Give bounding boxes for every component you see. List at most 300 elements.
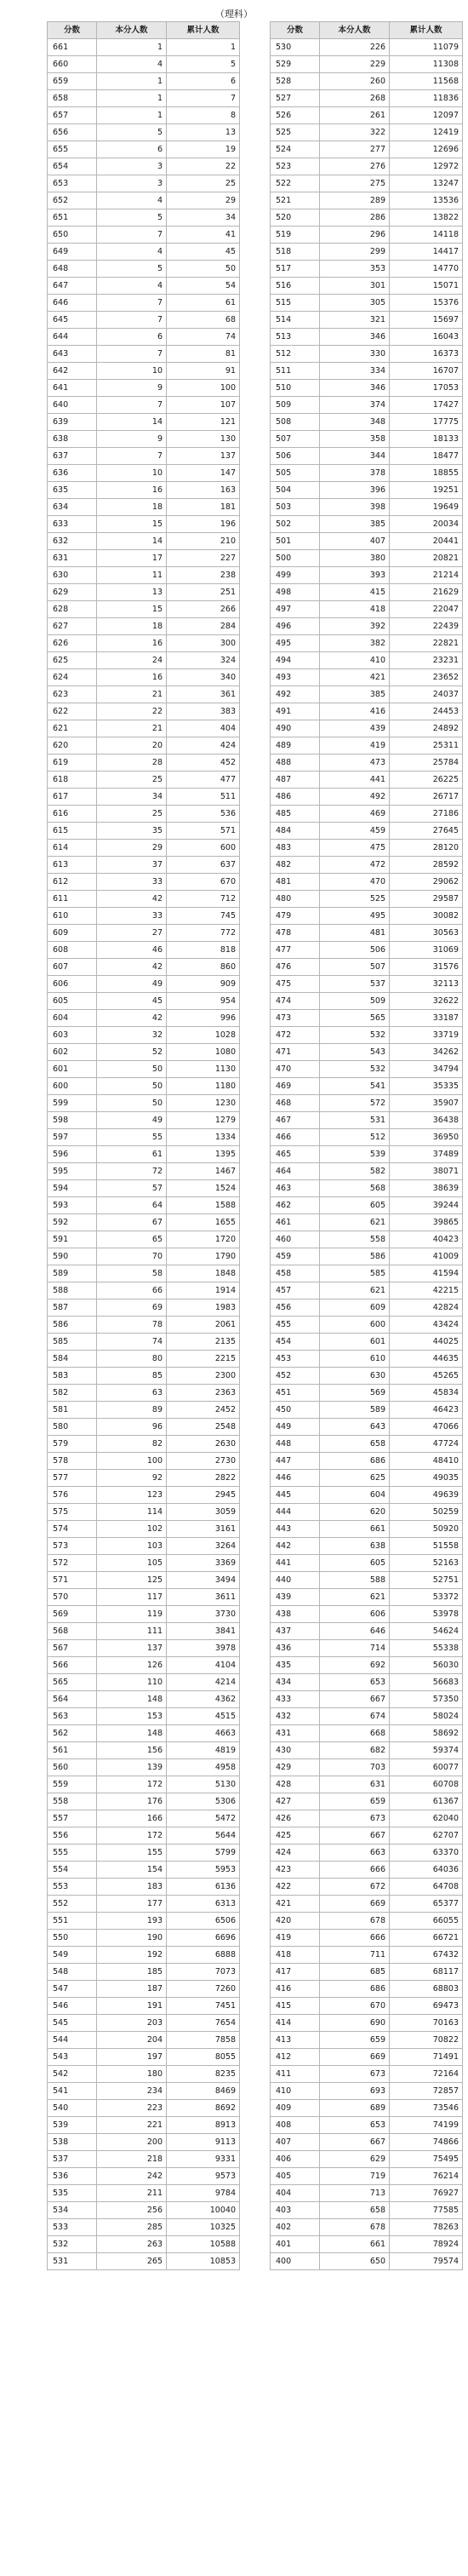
score-cell: 613 bbox=[48, 857, 97, 874]
score-cell: 530 bbox=[271, 39, 320, 56]
score-cell: 627 bbox=[48, 618, 97, 635]
score-cell: 589 bbox=[48, 1265, 97, 1282]
score-cell: 643 bbox=[48, 346, 97, 363]
count-cell: 10 bbox=[97, 465, 167, 482]
table-row bbox=[48, 1299, 240, 1317]
cumulative-cell: 3494 bbox=[167, 1572, 240, 1589]
score-cell: 409 bbox=[271, 2100, 320, 2117]
count-cell: 20 bbox=[97, 737, 167, 754]
cumulative-cell: 68117 bbox=[390, 1964, 463, 1981]
table-row bbox=[271, 1368, 463, 1385]
count-cell: 667 bbox=[320, 1691, 390, 1708]
table-row bbox=[271, 141, 463, 158]
score-cell: 406 bbox=[271, 2151, 320, 2168]
cumulative-cell: 324 bbox=[167, 652, 240, 669]
cumulative-cell: 477 bbox=[167, 772, 240, 789]
count-cell: 348 bbox=[320, 414, 390, 431]
cumulative-cell: 10588 bbox=[167, 2236, 240, 2253]
score-cell: 420 bbox=[271, 1913, 320, 1930]
cumulative-cell: 7654 bbox=[167, 2015, 240, 2032]
count-cell: 16 bbox=[97, 669, 167, 686]
cumulative-cell: 8913 bbox=[167, 2117, 240, 2134]
score-cell: 531 bbox=[48, 2253, 97, 2270]
cumulative-cell: 13536 bbox=[390, 192, 463, 209]
score-cell: 475 bbox=[271, 976, 320, 993]
count-cell: 539 bbox=[320, 1146, 390, 1163]
score-cell: 522 bbox=[271, 175, 320, 192]
score-cell: 594 bbox=[48, 1180, 97, 1197]
count-cell: 16 bbox=[97, 635, 167, 652]
score-cell: 579 bbox=[48, 1436, 97, 1453]
cumulative-cell: 7073 bbox=[167, 1964, 240, 1981]
count-cell: 322 bbox=[320, 124, 390, 141]
score-cell: 402 bbox=[271, 2219, 320, 2236]
table-row bbox=[271, 2134, 463, 2151]
count-cell: 630 bbox=[320, 1368, 390, 1385]
cumulative-cell: 26225 bbox=[390, 772, 463, 789]
table-row bbox=[48, 141, 240, 158]
count-cell: 620 bbox=[320, 1504, 390, 1521]
count-cell: 7 bbox=[97, 227, 167, 244]
cumulative-cell: 536 bbox=[167, 806, 240, 823]
count-cell: 558 bbox=[320, 1231, 390, 1248]
score-cell: 431 bbox=[271, 1725, 320, 1742]
cumulative-cell: 29062 bbox=[390, 874, 463, 891]
score-cell: 455 bbox=[271, 1317, 320, 1334]
score-cell: 633 bbox=[48, 516, 97, 533]
table-row bbox=[48, 823, 240, 840]
score-cell: 602 bbox=[48, 1044, 97, 1061]
cumulative-cell: 15697 bbox=[390, 312, 463, 329]
table-row bbox=[48, 618, 240, 635]
table-row bbox=[271, 1691, 463, 1708]
table-row bbox=[271, 227, 463, 244]
table-row bbox=[271, 278, 463, 295]
table-row bbox=[48, 209, 240, 227]
score-cell: 556 bbox=[48, 1827, 97, 1845]
table-row bbox=[271, 1742, 463, 1759]
count-cell: 321 bbox=[320, 312, 390, 329]
score-cell: 527 bbox=[271, 90, 320, 107]
count-cell: 668 bbox=[320, 1725, 390, 1742]
cumulative-cell: 16373 bbox=[390, 346, 463, 363]
cumulative-cell: 9573 bbox=[167, 2168, 240, 2185]
table-row bbox=[48, 1708, 240, 1725]
count-cell: 28 bbox=[97, 754, 167, 772]
score-cell: 463 bbox=[271, 1180, 320, 1197]
table-row bbox=[271, 1248, 463, 1265]
cumulative-cell: 4819 bbox=[167, 1742, 240, 1759]
cumulative-cell: 54624 bbox=[390, 1623, 463, 1640]
score-table-left bbox=[47, 21, 240, 2270]
cumulative-cell: 4515 bbox=[167, 1708, 240, 1725]
score-cell: 416 bbox=[271, 1981, 320, 1998]
table-row bbox=[48, 1776, 240, 1793]
score-cell: 435 bbox=[271, 1657, 320, 1674]
score-cell: 554 bbox=[48, 1862, 97, 1879]
score-cell: 595 bbox=[48, 1163, 97, 1180]
score-cell: 618 bbox=[48, 772, 97, 789]
score-cell: 598 bbox=[48, 1112, 97, 1129]
count-cell: 29 bbox=[97, 840, 167, 857]
score-cell: 537 bbox=[48, 2151, 97, 2168]
score-cell: 451 bbox=[271, 1385, 320, 1402]
table-row bbox=[271, 618, 463, 635]
cumulative-cell: 40423 bbox=[390, 1231, 463, 1248]
score-cell: 535 bbox=[48, 2185, 97, 2202]
score-cell: 444 bbox=[271, 1504, 320, 1521]
score-cell: 488 bbox=[271, 754, 320, 772]
count-cell: 204 bbox=[97, 2032, 167, 2049]
score-cell: 603 bbox=[48, 1027, 97, 1044]
table-row bbox=[48, 806, 240, 823]
count-cell: 693 bbox=[320, 2083, 390, 2100]
score-cell: 550 bbox=[48, 1930, 97, 1947]
score-cell: 405 bbox=[271, 2168, 320, 2185]
count-cell: 296 bbox=[320, 227, 390, 244]
score-cell: 607 bbox=[48, 959, 97, 976]
score-cell: 456 bbox=[271, 1299, 320, 1317]
score-cell: 450 bbox=[271, 1402, 320, 1419]
count-cell: 305 bbox=[320, 295, 390, 312]
cumulative-cell: 860 bbox=[167, 959, 240, 976]
cumulative-cell: 637 bbox=[167, 857, 240, 874]
score-cell: 529 bbox=[271, 56, 320, 73]
cumulative-cell: 3264 bbox=[167, 1538, 240, 1555]
count-cell: 156 bbox=[97, 1742, 167, 1759]
table-row bbox=[48, 1964, 240, 1981]
table-row bbox=[271, 124, 463, 141]
table-row bbox=[271, 806, 463, 823]
table-row bbox=[48, 2236, 240, 2253]
count-cell: 470 bbox=[320, 874, 390, 891]
count-cell: 419 bbox=[320, 737, 390, 754]
table-row bbox=[271, 1555, 463, 1572]
cumulative-cell: 670 bbox=[167, 874, 240, 891]
cumulative-cell: 13 bbox=[167, 124, 240, 141]
score-cell: 523 bbox=[271, 158, 320, 175]
score-cell: 484 bbox=[271, 823, 320, 840]
cumulative-cell: 3369 bbox=[167, 1555, 240, 1572]
table-row bbox=[271, 2117, 463, 2134]
cumulative-cell: 2135 bbox=[167, 1334, 240, 1351]
table-row bbox=[48, 959, 240, 976]
table-row bbox=[271, 1640, 463, 1657]
header-count: 本分人数 bbox=[97, 22, 167, 39]
table-row bbox=[48, 414, 240, 431]
page-title: （理科） bbox=[215, 9, 253, 20]
table-row bbox=[271, 295, 463, 312]
score-cell: 611 bbox=[48, 891, 97, 908]
count-cell: 172 bbox=[97, 1776, 167, 1793]
count-cell: 604 bbox=[320, 1487, 390, 1504]
count-cell: 661 bbox=[320, 1521, 390, 1538]
table-row bbox=[48, 1436, 240, 1453]
score-cell: 418 bbox=[271, 1947, 320, 1964]
score-cell: 536 bbox=[48, 2168, 97, 2185]
cumulative-cell: 3841 bbox=[167, 1623, 240, 1640]
score-cell: 466 bbox=[271, 1129, 320, 1146]
cumulative-cell: 64036 bbox=[390, 1862, 463, 1879]
cumulative-cell: 600 bbox=[167, 840, 240, 857]
count-cell: 569 bbox=[320, 1385, 390, 1402]
cumulative-cell: 9113 bbox=[167, 2134, 240, 2151]
score-cell: 469 bbox=[271, 1078, 320, 1095]
count-cell: 7 bbox=[97, 397, 167, 414]
count-cell: 678 bbox=[320, 1913, 390, 1930]
count-cell: 669 bbox=[320, 2049, 390, 2066]
cumulative-cell: 340 bbox=[167, 669, 240, 686]
score-cell: 656 bbox=[48, 124, 97, 141]
score-cell: 569 bbox=[48, 1606, 97, 1623]
score-cell: 654 bbox=[48, 158, 97, 175]
table-row bbox=[48, 2202, 240, 2219]
score-cell: 478 bbox=[271, 925, 320, 942]
score-cell: 622 bbox=[48, 703, 97, 720]
cumulative-cell: 62040 bbox=[390, 1810, 463, 1827]
cumulative-cell: 181 bbox=[167, 499, 240, 516]
count-cell: 14 bbox=[97, 414, 167, 431]
count-cell: 221 bbox=[97, 2117, 167, 2134]
cumulative-cell: 28120 bbox=[390, 840, 463, 857]
table-row bbox=[48, 1572, 240, 1589]
count-cell: 100 bbox=[97, 1453, 167, 1470]
table-row bbox=[48, 2083, 240, 2100]
count-cell: 50 bbox=[97, 1061, 167, 1078]
table-row bbox=[271, 1572, 463, 1589]
table-row bbox=[48, 2151, 240, 2168]
table-row bbox=[271, 414, 463, 431]
score-cell: 519 bbox=[271, 227, 320, 244]
count-cell: 439 bbox=[320, 720, 390, 737]
score-cell: 465 bbox=[271, 1146, 320, 1163]
cumulative-cell: 11308 bbox=[390, 56, 463, 73]
table-row bbox=[271, 1589, 463, 1606]
count-cell: 334 bbox=[320, 363, 390, 380]
score-cell: 434 bbox=[271, 1674, 320, 1691]
count-cell: 532 bbox=[320, 1061, 390, 1078]
count-cell: 621 bbox=[320, 1282, 390, 1299]
count-cell: 667 bbox=[320, 1827, 390, 1845]
table-row bbox=[271, 2185, 463, 2202]
table-row bbox=[48, 908, 240, 925]
score-cell: 651 bbox=[48, 209, 97, 227]
count-cell: 172 bbox=[97, 1827, 167, 1845]
count-cell: 114 bbox=[97, 1504, 167, 1521]
cumulative-cell: 22821 bbox=[390, 635, 463, 652]
count-cell: 7 bbox=[97, 448, 167, 465]
cumulative-cell: 74 bbox=[167, 329, 240, 346]
cumulative-cell: 31576 bbox=[390, 959, 463, 976]
count-cell: 346 bbox=[320, 380, 390, 397]
count-cell: 653 bbox=[320, 2117, 390, 2134]
count-cell: 666 bbox=[320, 1862, 390, 1879]
table-row bbox=[48, 669, 240, 686]
count-cell: 11 bbox=[97, 567, 167, 584]
cumulative-cell: 21214 bbox=[390, 567, 463, 584]
count-cell: 229 bbox=[320, 56, 390, 73]
score-cell: 596 bbox=[48, 1146, 97, 1163]
count-cell: 537 bbox=[320, 976, 390, 993]
score-cell: 546 bbox=[48, 1998, 97, 2015]
count-cell: 49 bbox=[97, 976, 167, 993]
score-cell: 516 bbox=[271, 278, 320, 295]
table-row bbox=[48, 789, 240, 806]
cumulative-cell: 3978 bbox=[167, 1640, 240, 1657]
table-row bbox=[48, 1487, 240, 1504]
count-cell: 6 bbox=[97, 329, 167, 346]
score-cell: 623 bbox=[48, 686, 97, 703]
count-cell: 275 bbox=[320, 175, 390, 192]
table-row bbox=[48, 1317, 240, 1334]
count-cell: 481 bbox=[320, 925, 390, 942]
cumulative-cell: 196 bbox=[167, 516, 240, 533]
count-cell: 507 bbox=[320, 959, 390, 976]
score-cell: 587 bbox=[48, 1299, 97, 1317]
score-cell: 588 bbox=[48, 1282, 97, 1299]
cumulative-cell: 39244 bbox=[390, 1197, 463, 1214]
score-cell: 561 bbox=[48, 1742, 97, 1759]
count-cell: 678 bbox=[320, 2219, 390, 2236]
table-row bbox=[271, 73, 463, 90]
count-cell: 72 bbox=[97, 1163, 167, 1180]
table-row bbox=[271, 754, 463, 772]
count-cell: 24 bbox=[97, 652, 167, 669]
count-cell: 353 bbox=[320, 261, 390, 278]
cumulative-cell: 11836 bbox=[390, 90, 463, 107]
table-row bbox=[271, 90, 463, 107]
table-row bbox=[48, 635, 240, 652]
table-row bbox=[48, 1657, 240, 1674]
cumulative-cell: 64708 bbox=[390, 1879, 463, 1896]
table-row bbox=[271, 1862, 463, 1879]
table-row bbox=[271, 1351, 463, 1368]
cumulative-cell: 91 bbox=[167, 363, 240, 380]
count-cell: 380 bbox=[320, 550, 390, 567]
cumulative-cell: 52751 bbox=[390, 1572, 463, 1589]
table-row bbox=[48, 1930, 240, 1947]
cumulative-cell: 1720 bbox=[167, 1231, 240, 1248]
score-cell: 438 bbox=[271, 1606, 320, 1623]
table-row bbox=[48, 1351, 240, 1368]
cumulative-cell: 70822 bbox=[390, 2032, 463, 2049]
table-row bbox=[271, 891, 463, 908]
count-cell: 85 bbox=[97, 1368, 167, 1385]
score-cell: 637 bbox=[48, 448, 97, 465]
count-cell: 385 bbox=[320, 686, 390, 703]
cumulative-cell: 74866 bbox=[390, 2134, 463, 2151]
count-cell: 659 bbox=[320, 2032, 390, 2049]
table-row bbox=[271, 720, 463, 737]
table-row bbox=[48, 1862, 240, 1879]
table-row bbox=[48, 1078, 240, 1095]
count-cell: 692 bbox=[320, 1657, 390, 1674]
table-row bbox=[271, 244, 463, 261]
count-cell: 78 bbox=[97, 1317, 167, 1334]
table-row bbox=[271, 1163, 463, 1180]
table-row bbox=[48, 2032, 240, 2049]
table-row bbox=[271, 550, 463, 567]
cumulative-cell: 72857 bbox=[390, 2083, 463, 2100]
cumulative-cell: 20821 bbox=[390, 550, 463, 567]
table-row bbox=[271, 2253, 463, 2270]
table-row bbox=[271, 874, 463, 891]
count-cell: 601 bbox=[320, 1334, 390, 1351]
cumulative-cell: 3730 bbox=[167, 1606, 240, 1623]
header-cumulative: 累计人数 bbox=[167, 22, 240, 39]
table-row bbox=[271, 789, 463, 806]
count-cell: 672 bbox=[320, 1879, 390, 1896]
cumulative-cell: 76214 bbox=[390, 2168, 463, 2185]
table-row bbox=[271, 669, 463, 686]
table-row bbox=[271, 1402, 463, 1419]
count-cell: 5 bbox=[97, 261, 167, 278]
score-cell: 481 bbox=[271, 874, 320, 891]
cumulative-cell: 66721 bbox=[390, 1930, 463, 1947]
table-row bbox=[271, 448, 463, 465]
count-cell: 301 bbox=[320, 278, 390, 295]
score-cell: 578 bbox=[48, 1453, 97, 1470]
count-cell: 58 bbox=[97, 1265, 167, 1282]
score-cell: 414 bbox=[271, 2015, 320, 2032]
score-cell: 506 bbox=[271, 448, 320, 465]
count-cell: 650 bbox=[320, 2253, 390, 2270]
cumulative-cell: 954 bbox=[167, 993, 240, 1010]
count-cell: 663 bbox=[320, 1845, 390, 1862]
count-cell: 103 bbox=[97, 1538, 167, 1555]
count-cell: 276 bbox=[320, 158, 390, 175]
table-row bbox=[48, 840, 240, 857]
table-row bbox=[271, 2168, 463, 2185]
table-row bbox=[48, 431, 240, 448]
table-row bbox=[48, 925, 240, 942]
table-row bbox=[48, 363, 240, 380]
count-cell: 7 bbox=[97, 312, 167, 329]
table-row bbox=[271, 1010, 463, 1027]
table-row bbox=[271, 39, 463, 56]
table-row bbox=[48, 56, 240, 73]
score-cell: 621 bbox=[48, 720, 97, 737]
cumulative-cell: 48410 bbox=[390, 1453, 463, 1470]
cumulative-cell: 62707 bbox=[390, 1827, 463, 1845]
score-cell: 477 bbox=[271, 942, 320, 959]
cumulative-cell: 34262 bbox=[390, 1044, 463, 1061]
cumulative-cell: 15071 bbox=[390, 278, 463, 295]
table-row bbox=[48, 158, 240, 175]
cumulative-cell: 2730 bbox=[167, 1453, 240, 1470]
count-cell: 661 bbox=[320, 2236, 390, 2253]
score-cell: 497 bbox=[271, 601, 320, 618]
table-row bbox=[48, 1845, 240, 1862]
cumulative-cell: 16707 bbox=[390, 363, 463, 380]
count-cell: 92 bbox=[97, 1470, 167, 1487]
count-cell: 34 bbox=[97, 789, 167, 806]
count-cell: 139 bbox=[97, 1759, 167, 1776]
cumulative-cell: 1180 bbox=[167, 1078, 240, 1095]
cumulative-cell: 266 bbox=[167, 601, 240, 618]
cumulative-cell: 163 bbox=[167, 482, 240, 499]
count-cell: 667 bbox=[320, 2134, 390, 2151]
count-cell: 629 bbox=[320, 2151, 390, 2168]
cumulative-cell: 818 bbox=[167, 942, 240, 959]
count-cell: 155 bbox=[97, 1845, 167, 1862]
score-cell: 553 bbox=[48, 1879, 97, 1896]
table-row bbox=[271, 1964, 463, 1981]
score-cell: 430 bbox=[271, 1742, 320, 1759]
cumulative-cell: 1848 bbox=[167, 1265, 240, 1282]
header-score: 分数 bbox=[48, 22, 97, 39]
count-cell: 421 bbox=[320, 669, 390, 686]
